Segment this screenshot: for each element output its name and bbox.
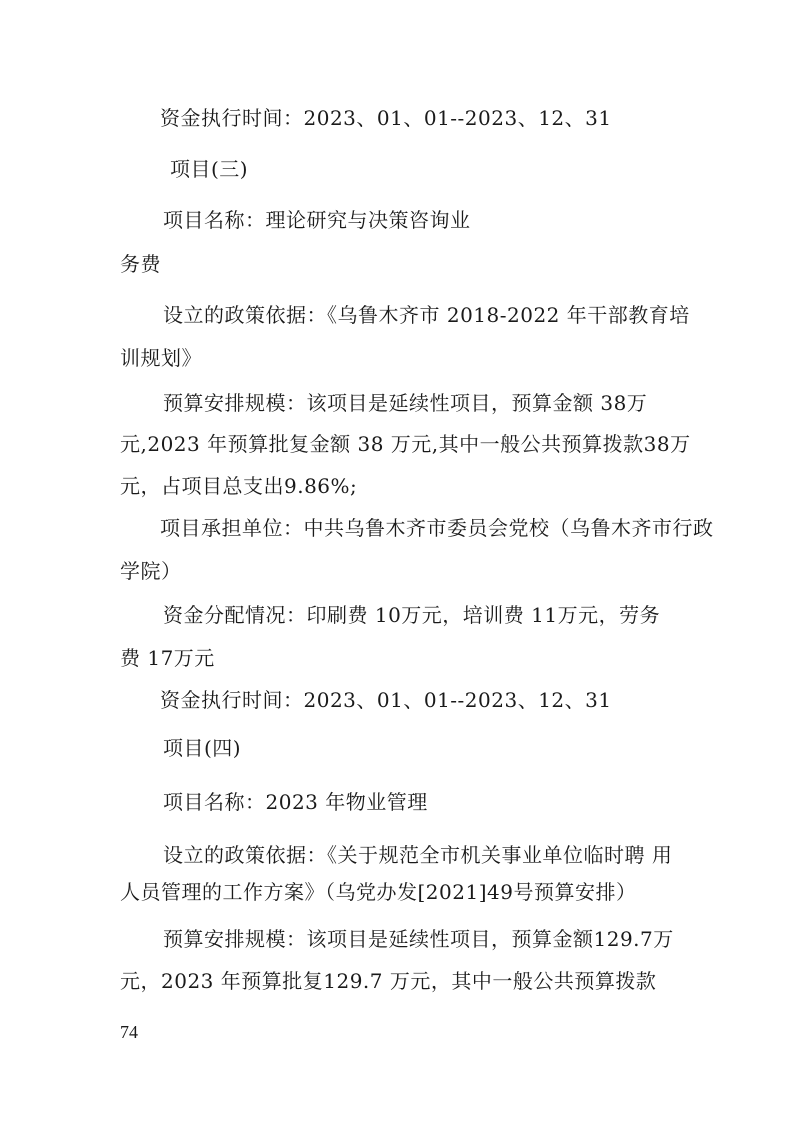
text-line-fund-allocation-cont: 费 17万元 xyxy=(120,646,215,670)
text-line-fund-execution-time-1: 资金执行时间：2023、01、01--2023、12、31 xyxy=(160,106,612,130)
text-line-budget-scale-2: 预算安排规模：该项目是延续性项目，预算金额129.7万 xyxy=(163,927,674,951)
text-line-budget-scale-2-cont: 元，2023 年预算批复129.7 万元，其中一般公共预算拨款 xyxy=(120,969,657,993)
text-line-policy-basis-1-cont: 训规划》 xyxy=(120,346,202,370)
text-line-project-name-1-cont: 务费 xyxy=(120,252,161,276)
text-line-budget-scale-1: 预算安排规模：该项目是延续性项目，预算金额 38万 xyxy=(163,391,648,415)
heading-project-4: 项目(四) xyxy=(163,736,242,760)
text-line-policy-basis-1: 设立的政策依据：《乌鲁木齐市 2018-2022 年干部教育培 xyxy=(163,303,690,327)
text-line-undertaking-unit-cont: 学院） xyxy=(120,559,182,583)
text-line-policy-basis-2: 设立的政策依据：《关于规范全市机关事业单位临时聘 用 xyxy=(163,843,673,867)
text-line-budget-scale-1-cont: 元,2023 年预算批复金额 38 万元,其中一般公共预算拨款38万 xyxy=(120,432,691,456)
text-line-budget-scale-1-cont2: 元，占项目总支出9.86%; xyxy=(120,474,358,498)
text-line-fund-allocation: 资金分配情况：印刷费 10万元，培训费 11万元，劳务 xyxy=(163,603,661,627)
text-line-undertaking-unit: 项目承担单位：中共乌鲁木齐市委员会党校（乌鲁木齐市行政 xyxy=(160,516,714,540)
text-line-fund-execution-time-2: 资金执行时间：2023、01、01--2023、12、31 xyxy=(160,688,612,712)
text-line-project-name-1: 项目名称：理论研究与决策咨询业 xyxy=(163,208,471,232)
text-line-policy-basis-2-cont: 人员管理的工作方案》（乌党办发[2021]49号预算安排） xyxy=(120,880,637,904)
heading-project-3: 项目(三) xyxy=(170,157,249,181)
text-line-project-name-2: 项目名称：2023 年物业管理 xyxy=(163,790,428,814)
page-number: 74 xyxy=(120,1022,138,1042)
